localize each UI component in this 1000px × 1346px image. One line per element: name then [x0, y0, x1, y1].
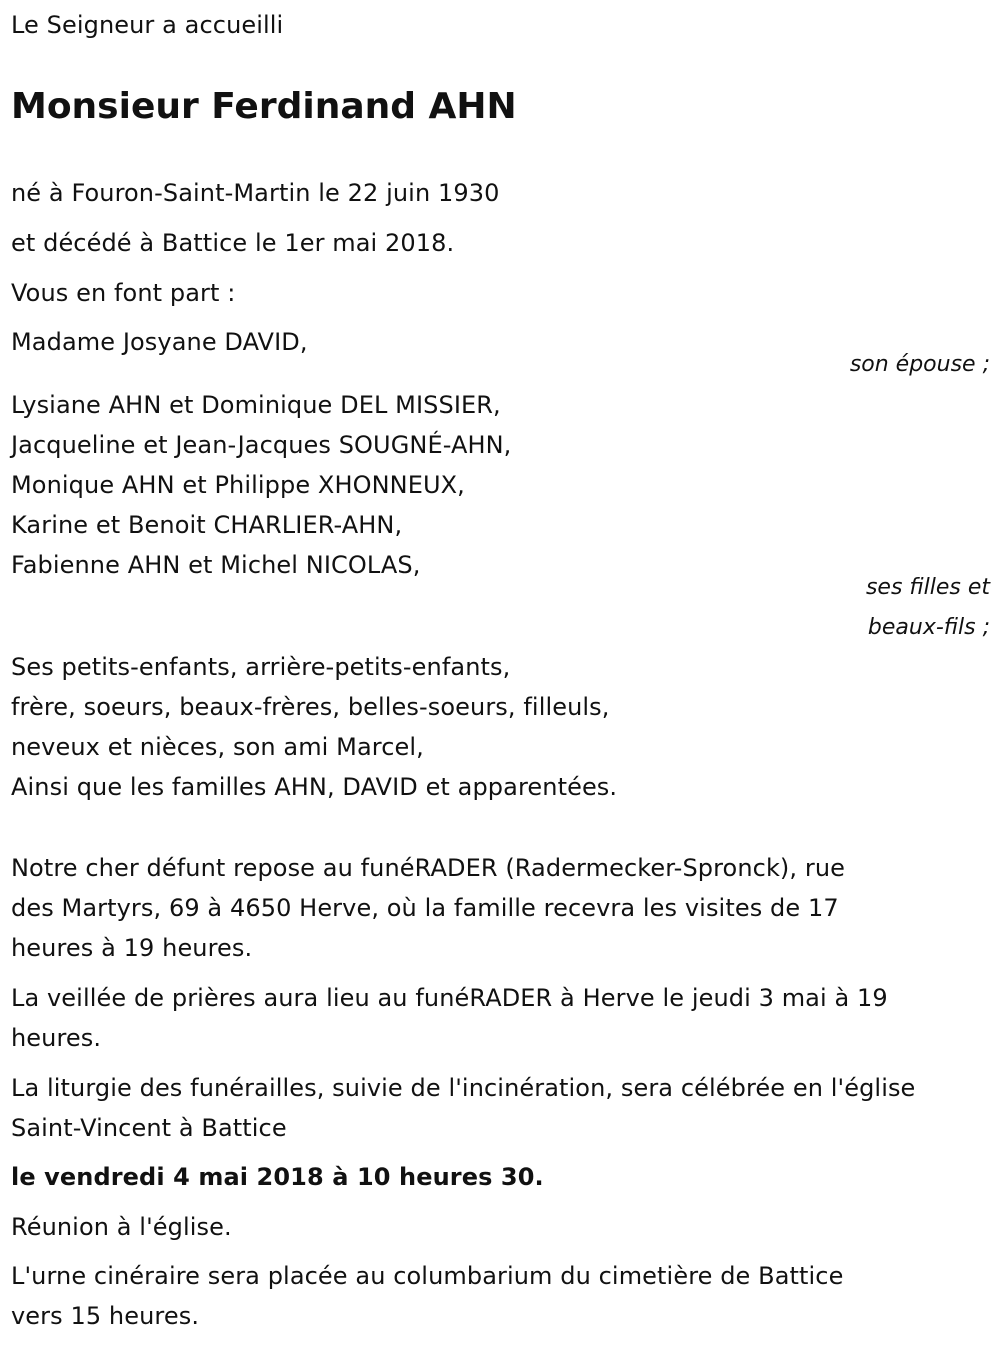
child-line: Jacqueline et Jean-Jacques SOUGNÉ-AHN,: [11, 431, 512, 459]
rest-line: Notre cher défunt repose au funéRADER (Radermecker-Spronck), rue: [11, 854, 846, 882]
urn-line: vers 15 heures.: [11, 1302, 200, 1330]
children-role-line1: ses filles et: [865, 575, 990, 600]
child-line: Fabienne AHN et Michel NICOLAS,: [11, 551, 421, 579]
child-line: Lysiane AHN et Dominique DEL MISSIER,: [11, 391, 501, 419]
ceremony-date: le vendredi 4 mai 2018 à 10 heures 30.: [11, 1163, 544, 1191]
child-line: Monique AHN et Philippe XHONNEUX,: [11, 471, 465, 499]
children-role-line2: beaux-fils ;: [867, 615, 990, 640]
meeting-line: Réunion à l'église.: [11, 1213, 232, 1241]
spouse-name: Madame Josyane DAVID,: [11, 328, 308, 356]
vigil-line: heures.: [11, 1024, 102, 1052]
family-line: neveux et nièces, son ami Marcel,: [11, 733, 424, 761]
spouse-role: son épouse ;: [849, 352, 990, 377]
death-line: et décédé à Battice le 1er mai 2018.: [11, 229, 455, 257]
liturgy-line: La liturgie des funérailles, suivie de l'incinération, sera célébrée en l'église: [11, 1074, 916, 1102]
intro-text: Le Seigneur a accueilli: [11, 11, 284, 39]
deceased-name: Monsieur Ferdinand AHN: [11, 86, 517, 127]
rest-line: heures à 19 heures.: [11, 934, 253, 962]
vigil-line: La veillée de prières aura lieu au funéRADER à Herve le jeudi 3 mai à 19: [11, 984, 888, 1012]
announce-line: Vous en font part :: [11, 279, 236, 307]
rest-line: des Martyrs, 69 à 4650 Herve, où la famille recevra les visites de 17: [11, 894, 839, 922]
liturgy-line: Saint-Vincent à Battice: [11, 1114, 287, 1142]
birth-line: né à Fouron-Saint-Martin le 22 juin 1930: [11, 179, 500, 207]
family-line: Ses petits-enfants, arrière-petits-enfants,: [11, 653, 511, 681]
child-line: Karine et Benoit CHARLIER-AHN,: [11, 511, 403, 539]
family-line: Ainsi que les familles AHN, DAVID et apparentées.: [11, 773, 618, 801]
family-line: frère, soeurs, beaux-frères, belles-soeurs, filleuls,: [11, 693, 610, 721]
urn-line: L'urne cinéraire sera placée au columbarium du cimetière de Battice: [11, 1262, 844, 1290]
